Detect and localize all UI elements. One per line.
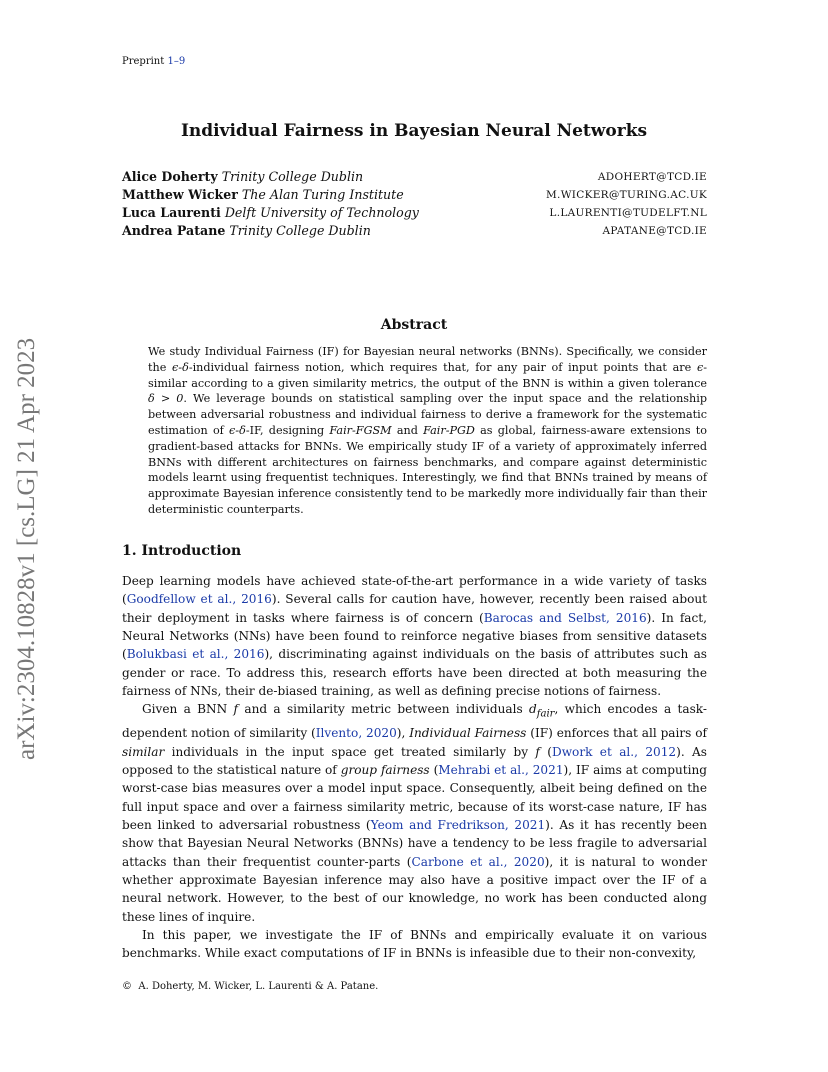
author-email: APATANE@TCD.IE	[602, 225, 707, 237]
author-name: Alice Doherty	[122, 169, 218, 184]
introduction-heading: 1. Introduction	[122, 543, 242, 559]
math-eps: ϵ	[696, 360, 704, 374]
math-eps-delta: ϵ-δ	[172, 360, 189, 374]
abstract-heading: Abstract	[380, 317, 448, 333]
page-range-link[interactable]: 1–9	[167, 56, 186, 67]
author-affiliation: Delft University of Technology	[224, 205, 419, 220]
author-row	[122, 168, 707, 186]
fair-pgd-term: Fair-PGD	[423, 423, 475, 437]
citation-link[interactable]: Yeom and Fredrikson, 2021	[370, 817, 546, 832]
paragraph: In this paper, we investigate the IF of BNNs and empirically evaluate it on various benchmarks. While exact computations of IF in BNNs is infeasible due to their non-convexity,	[122, 927, 707, 961]
math-d-fair: $d_{fair}$	[528, 702, 555, 720]
group-fairness-term: group fairness	[340, 762, 430, 777]
introduction-body	[122, 572, 707, 963]
citation-link[interactable]: Ilvento, 2020	[315, 726, 397, 741]
author-email: L.LAURENTI@TUDELFT.NL	[549, 207, 707, 219]
author-row	[122, 186, 707, 204]
paper-title: Individual Fairness in Bayesian Neural Networks	[180, 121, 648, 141]
author-row	[122, 204, 707, 222]
preprint-label: Preprint	[122, 56, 165, 67]
math-eps-delta: ϵ-δ	[229, 423, 246, 437]
author-email: ADOHERT@TCD.IE	[597, 171, 707, 183]
math-delta: δ > 0	[148, 392, 184, 406]
author-email: M.WICKER@TURING.AC.UK	[546, 189, 707, 201]
author-name: Matthew Wicker	[122, 187, 238, 202]
author-affiliation: Trinity College Dublin	[221, 169, 364, 184]
author-affiliation: The Alan Turing Institute	[241, 187, 404, 202]
fair-fgsm-term: Fair-FGSM	[329, 423, 392, 437]
similar-term: similar	[122, 744, 165, 759]
citation-link[interactable]: Barocas and Selbst, 2016	[483, 610, 647, 625]
author-block	[122, 168, 707, 240]
abstract-text: We study Individual Fairness (IF) for Bayesian neural networks (BNNs). Specifically, we consider the ϵ-δ-individual fairness notion, which requires that, for any pair of input points that are ϵ-similar according to a given similarity metrics, the output of the BNN is within a given tolerance δ > 0. We leverage bounds on statistical sampling over the input space and the relationship between adversarial robustness and individual fairness to derive a framework for the systematic estimation of ϵ-δ-IF, designing Fair-FGSM and Fair-PGD as global, fairness-aware extensions to gradient-based attacks for BNNs. We empirically study IF of a variety of approximately inferred BNNs with different architectures on fairness benchmarks, and compare against deterministic models learnt using frequentist techniques. Interestingly, we find that BNNs trained by means of approximate Bayesian inference consistently tend to be markedly more individually fair than their deterministic counterparts.	[148, 345, 707, 516]
individual-fairness-term: Individual Fairness	[409, 726, 527, 741]
paragraph: Given a BNN f and a similarity metric between individuals $d_{fair}$, which encodes a task-dependent notion of similarity (Ilvento, 2020), Individual Fairness (IF) enforces that all pairs of similar individuals in the input space get treated similarly by f (Dwork et al., 2012). As opposed to the statistical nature of group fairness (Mehrabi et al., 2021), IF aims at computing worst-case bias measures over a model input space. Consequently, albeit being defined on the full input space and over a fairness similarity metric, because of its worst-case nature, IF has been linked to adversarial robustness (Yeom and Fredrikson, 2021). As it has recently been show that Bayesian Neural Networks (BNNs) have a tendency to be less fragile to adversarial attacks than their frequentist counter-parts (Carbone et al., 2020), it is natural to wonder whether approximate Bayesian inference may also have a positive impact over the IF of a neural network. However, to the best of our knowledge, no work has been conducted along these lines of inquire.	[122, 702, 708, 924]
math-f: f	[535, 744, 540, 759]
math-f: f	[233, 702, 239, 717]
arxiv-stamp: arXiv:2304.10828v1 [cs.LG] 21 Apr 2023	[13, 337, 40, 760]
preprint-header	[122, 56, 185, 67]
copyright-icon: ©	[122, 981, 132, 992]
author-row	[122, 222, 707, 240]
citation-link[interactable]: Dwork et al., 2012	[552, 744, 677, 759]
paragraph: Deep learning models have achieved state-of-the-art performance in a wide variety of tasks (Goodfellow et al., 2016). Several calls for caution have, however, recently been raised about their deployment in tasks where fairness is of concern (Barocas and Selbst, 2016). In fact, Neural Networks (NNs) have been found to reinforce negative biases from sensitive datasets (Bolukbasi et al., 2016), discriminating against individuals on the basis of attributes such as gender or race. To address this, research efforts have been directed at both measuring the fairness of NNs, their de-biased training, as well as defining precise notions of fairness.	[122, 574, 708, 699]
citation-link[interactable]: Bolukbasi et al., 2016	[126, 647, 265, 662]
citation-link[interactable]: Mehrabi et al., 2021	[438, 762, 564, 777]
author-affiliation: Trinity College Dublin	[229, 223, 371, 238]
author-name: Andrea Patane	[122, 223, 226, 238]
footer-copyright: © A. Doherty, M. Wicker, L. Laurenti & A. Patane.	[122, 981, 379, 992]
citation-link[interactable]: Goodfellow et al., 2016	[126, 592, 272, 607]
citation-link[interactable]: Carbone et al., 2020	[411, 854, 545, 869]
author-name: Luca Laurenti	[122, 205, 221, 220]
